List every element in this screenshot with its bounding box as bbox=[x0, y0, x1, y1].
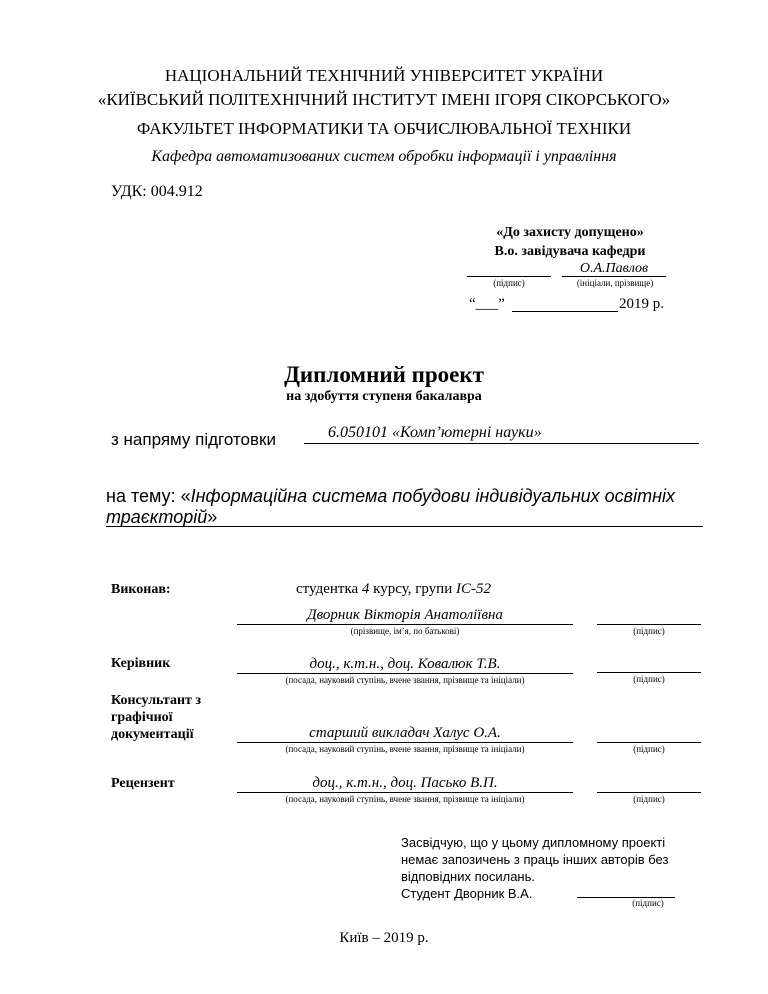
consultant-label bbox=[111, 692, 201, 743]
declaration-line-2: немає запозичень з праць інших авторів без bbox=[401, 852, 669, 867]
performer-text-pre: студентка bbox=[296, 581, 362, 597]
topic-line-1 bbox=[106, 486, 675, 507]
approval-sign-line bbox=[467, 276, 551, 277]
direction-underline bbox=[304, 443, 699, 444]
reviewer-label: Рецензент bbox=[111, 776, 175, 791]
reviewer-value: доц., к.т.н., доц. Пасько В.П. bbox=[312, 775, 498, 791]
performer-name-line bbox=[237, 624, 573, 625]
reviewer-sign-line bbox=[597, 792, 701, 793]
performer-name: Дворник Вікторія Анатоліївна bbox=[307, 607, 503, 623]
topic-text-2: траєкторій bbox=[106, 507, 208, 527]
university-name: НАЦІОНАЛЬНИЙ ТЕХНІЧНИЙ УНІВЕРСИТЕТ УКРАЇНИ bbox=[164, 66, 604, 85]
footer-city-year: Київ – 2019 р. bbox=[339, 930, 429, 946]
direction-label: з напряму підготовки bbox=[111, 430, 276, 449]
performer-sign-line bbox=[597, 624, 701, 625]
performer-name-caption: (прізвище, ім’я, по батькові) bbox=[350, 626, 460, 636]
consultant-label-line-3: документації bbox=[111, 727, 194, 742]
reviewer-line bbox=[237, 792, 573, 793]
consultant-line bbox=[237, 742, 573, 743]
department-name: Кафедра автоматизованих систем обробки інформації і управління bbox=[151, 148, 617, 165]
approval-sign-caption: (підпис) bbox=[493, 278, 525, 288]
supervisor-caption: (посада, науковий ступінь, вчене звання, прізвище та ініціали) bbox=[285, 675, 525, 685]
supervisor-sign-caption: (підпис) bbox=[633, 674, 665, 684]
declaration-line-3: відповідних посилань. bbox=[401, 869, 535, 884]
declaration-sign-caption: (підпис) bbox=[632, 898, 664, 908]
topic-line-2 bbox=[106, 507, 217, 528]
supervisor-sign-line bbox=[597, 672, 701, 673]
approval-name: О.А.Павлов bbox=[579, 261, 649, 276]
topic-suffix: » bbox=[207, 507, 218, 527]
declaration bbox=[401, 834, 668, 902]
consultant-caption: (посада, науковий ступінь, вчене звання, прізвище та ініціали) bbox=[285, 744, 525, 754]
supervisor-line bbox=[237, 673, 573, 674]
approval-date-day: “___” bbox=[469, 296, 505, 312]
topic-prefix: на тему: « bbox=[106, 486, 191, 506]
consultant-label-line-1: Консультант з bbox=[111, 693, 202, 708]
consultant-sign-caption: (підпис) bbox=[633, 744, 665, 754]
supervisor-value: доц., к.т.н., доц. Ковалюк Т.В. bbox=[309, 656, 501, 672]
consultant-value: старший викладач Халус О.А. bbox=[309, 725, 501, 741]
performer-text-mid: курсу, групи bbox=[369, 581, 456, 597]
institute-name: «КИЇВСЬКИЙ ПОЛІТЕХНІЧНИЙ ІНСТИТУТ ІМЕНІ ІГОРЯ СІКОРСЬКОГО» bbox=[97, 90, 671, 109]
approval-title: «До захисту допущено» bbox=[496, 225, 644, 240]
topic-text-1: Інформаційна система побудови індивідуальних освітніх bbox=[190, 486, 675, 506]
supervisor-label: Керівник bbox=[111, 656, 171, 671]
performer-label: Виконав: bbox=[111, 582, 171, 597]
performer-sign-caption: (підпис) bbox=[633, 626, 665, 636]
approval-name-caption: (ініціали, прізвище) bbox=[576, 278, 654, 288]
consultant-sign-line bbox=[597, 742, 701, 743]
approval-date-year: 2019 р. bbox=[619, 296, 664, 312]
udk-code: УДК: 004.912 bbox=[111, 183, 203, 200]
reviewer-sign-caption: (підпис) bbox=[633, 794, 665, 804]
topic-underline bbox=[106, 526, 703, 527]
performer-group: ІС-52 bbox=[455, 581, 491, 597]
consultant-label-line-2: графічної bbox=[111, 710, 173, 725]
document-title: Дипломний проект bbox=[284, 362, 484, 387]
performer-course: 4 bbox=[361, 581, 370, 597]
approval-date-line bbox=[512, 311, 618, 312]
document-subtitle: на здобуття ступеня бакалавра bbox=[286, 389, 482, 404]
reviewer-caption: (посада, науковий ступінь, вчене звання, прізвище та ініціали) bbox=[285, 794, 525, 804]
performer-info bbox=[296, 581, 491, 598]
declaration-line-1: Засвідчую, що у цьому дипломному проекті bbox=[401, 835, 666, 850]
declaration-line-4: Студент Дворник В.А. bbox=[401, 886, 533, 901]
approval-role: В.о. завідувача кафедри bbox=[494, 244, 646, 259]
direction-value: 6.050101 «Комп’ютерні науки» bbox=[328, 424, 542, 441]
faculty-name: ФАКУЛЬТЕТ ІНФОРМАТИКИ ТА ОБЧИСЛЮВАЛЬНОЇ ТЕХНІКИ bbox=[136, 119, 632, 138]
